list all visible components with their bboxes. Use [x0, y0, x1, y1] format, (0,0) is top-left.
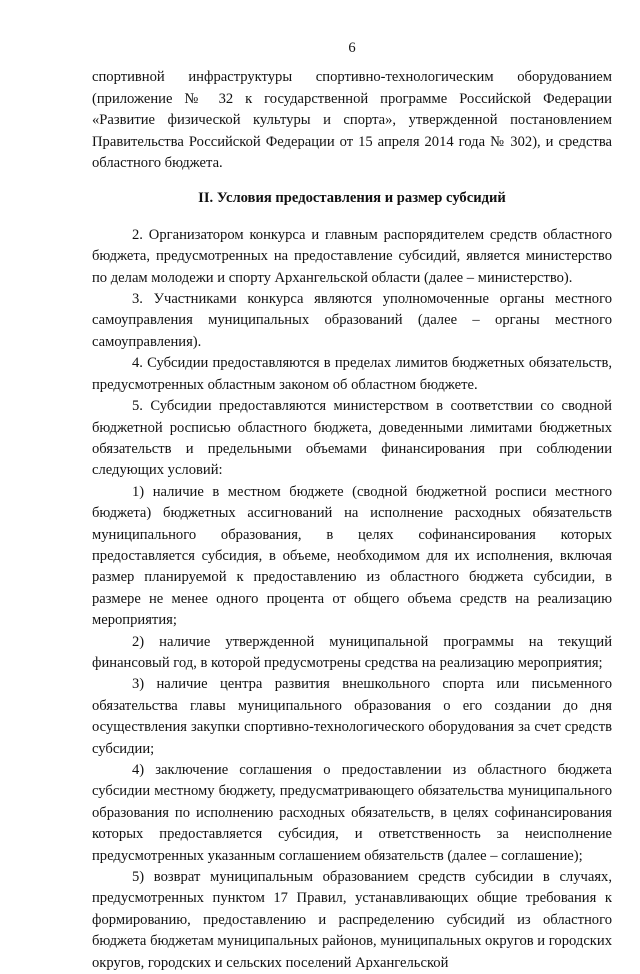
paragraph-organizer: 2. Организатором конкурса и главным распорядителем средств областного бюджета, предусмотренных на предоставление субсидий, является министерство по делам молодежи и спорту Архангельской области (далее – министерство).: [92, 226, 612, 286]
paragraph-limits: 4. Субсидии предоставляются в пределах лимитов бюджетных обязательств, предусмотренных областным законом об областном бюджете.: [92, 355, 612, 393]
paragraph-participants: 3. Участниками конкурса являются уполномоченные органы местного самоуправления муниципальных образований (далее – органы местного самоуправления).: [92, 291, 612, 350]
condition-item-3: 3) наличие центра развития внешкольного спорта или письменного обязательства главы муниципального образования о его создании до дня осуществления закупки спортивно-технологического оборудования за счет средств субсидии;: [92, 676, 612, 757]
section-heading: II. Условия предоставления и размер субсидий: [198, 190, 506, 207]
condition-item-1: 1) наличие в местном бюджете (сводной бюджетной росписи местного бюджета) бюджетных ассигнований на исполнение расходных обязательств муниципального образования, в целях софинансирования которых предоставляется субсидия, в объеме, необходимом для их исполнения, включая размер планируемой к предоставлению из областного бюджета субсидии, в размере не менее одного процента от общего объема средств на реализацию мероприятия;: [92, 483, 612, 629]
condition-item-5: 5) возврат муниципальным образованием средств субсидии в случаях, предусмотренных пунктом 17 Правил, устанавливающих общие требования к формированию, предоставлению и распределению субсидий из областного бюджета бюджетам муниципальных районов, муниципальных округов и городских округов, городских и сельских поселений Архангельской: [92, 869, 612, 971]
paragraph-conditions: 5. Субсидии предоставляются министерством в соответствии со сводной бюджетной росписью областного бюджета, доведенными лимитами бюджетных обязательств и предельными объемами финансирования при соблюдении следующих условий:: [92, 398, 612, 479]
condition-item-4: 4) заключение соглашения о предоставлении из областного бюджета субсидии местному бюджету, предусматривающего обязательства муниципального образования по исполнению расходных обязательств, в целях софинансирования которых предоставляется субсидия, и ответственность за неисполнение предусмотренных указанным соглашением обязательств (далее – соглашение);: [92, 762, 612, 864]
page-number: 6: [348, 40, 356, 56]
intro-paragraph: спортивной инфраструктуры спортивно-технологическим оборудованием (приложение № 32 к государственной программе Российской Федерации «Развитие физической культуры и спорта», утвержденной постановлением Правительства Российской Федерации от 15 апреля 2014 года № 302), и средства областного бюджета.: [92, 69, 612, 172]
condition-item-2: 2) наличие утвержденной муниципальной программы на текущий финансовый год, в которой предусмотрены средства на реализацию мероприятия;: [92, 633, 612, 671]
